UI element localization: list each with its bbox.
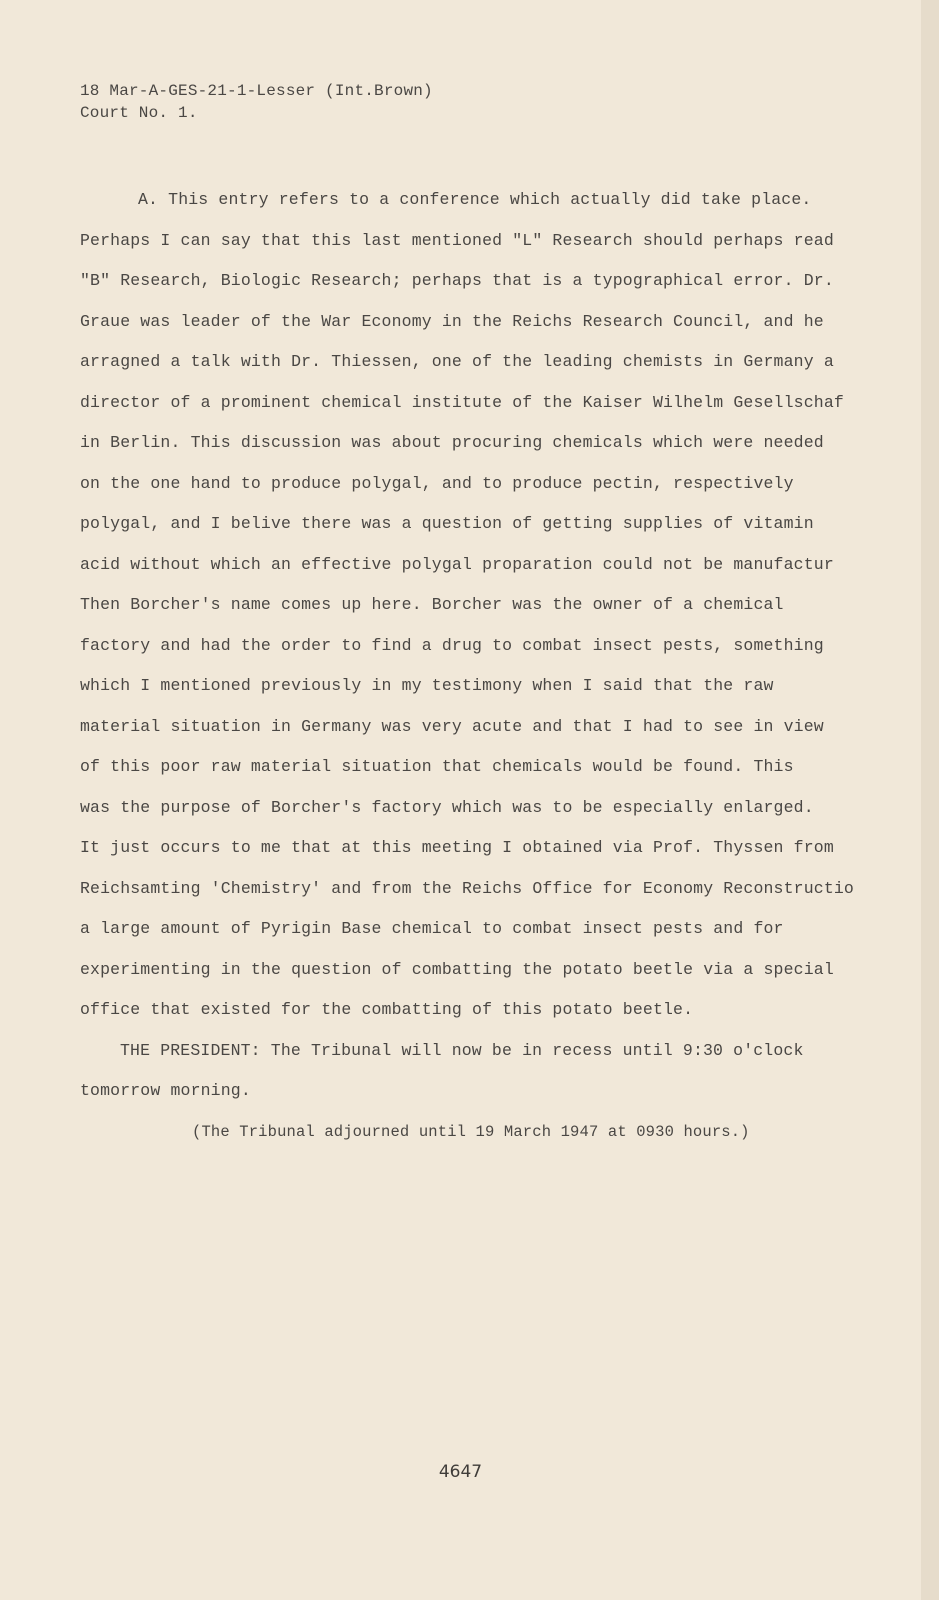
text-line: arragned a talk with Dr. Thiessen, one of the leading chemists in Germany a <box>80 352 834 371</box>
text-line: Reichsamting 'Chemistry' and from the Reichs Office for Economy Reconstructio <box>80 878 854 898</box>
text-line: a large amount of Pyrigin Base chemical to combat insect pests and for <box>80 919 784 938</box>
text-line: It just occurs to me that at this meeting I obtained via Prof. Thyssen from <box>80 838 834 857</box>
text-line: "B" Research, Biologic Research; perhaps that is a typographical error. Dr. <box>80 271 834 290</box>
text-line: on the one hand to produce polygal, and to produce pectin, respectively <box>80 473 794 493</box>
text-line: Perhaps I can say that this last mentioned "L" Research should perhaps read <box>80 230 834 250</box>
text-line: Graue was leader of the War Economy in the Reichs Research Council, and he <box>80 311 824 331</box>
text-line: Then Borcher's name comes up here. Borcher was the owner of a chemical <box>80 595 784 614</box>
page-number: 4647 <box>438 1462 483 1482</box>
text-line: material situation in Germany was very acute and that I had to see in view <box>80 716 824 736</box>
president-statement: THE PRESIDENT: The Tribunal will now be in recess until 9:30 o'clock <box>120 1040 804 1060</box>
court-number: Court No. 1. <box>80 104 198 122</box>
text-line: director of a prominent chemical institute of the Kaiser Wilhelm Gesellschaf <box>80 392 844 412</box>
text-line: which I mentioned previously in my testimony when I said that the raw <box>80 676 774 695</box>
text-line: A. This entry refers to a conference which actually did take place. <box>138 190 812 209</box>
case-reference: 18 Mar-A-GES-21-1-Lesser (Int.Brown) <box>80 82 433 100</box>
text-line: office that existed for the combatting of this potato beetle. <box>80 1000 694 1019</box>
text-line: was the purpose of Borcher's factory which was to be especially enlarged. <box>80 797 814 817</box>
text-line: factory and had the order to find a drug to combat insect pests, something <box>80 635 824 655</box>
adjournment-note: (The Tribunal adjourned until 19 March 1947 at 0930 hours.) <box>192 1122 750 1141</box>
text-line: acid without which an effective polygal proparation could not be manufactur <box>80 554 834 574</box>
text-line: in Berlin. This discussion was about procuring chemicals which were needed <box>80 433 824 452</box>
text-line: polygal, and I belive there was a question of getting supplies of vitamin <box>80 514 814 533</box>
text-line: tomorrow morning. <box>80 1081 251 1100</box>
text-line: of this poor raw material situation that chemicals would be found. This <box>80 757 794 776</box>
document-header <box>80 80 433 124</box>
testimony-text <box>80 180 860 1152</box>
text-line: experimenting in the question of combatting the potato beetle via a special <box>80 959 834 979</box>
